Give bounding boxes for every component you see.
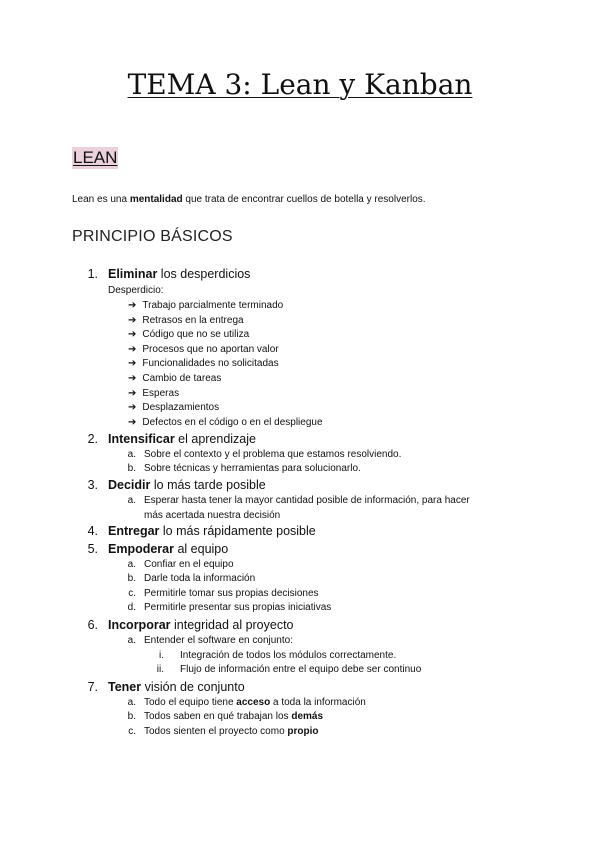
intro-paragraph [72,193,426,207]
desperdicio-item [128,299,283,313]
principle-text [108,524,316,538]
item-marker: c. [128,588,136,599]
item-marker: a. [127,635,136,646]
item-marker: ii. [156,664,164,675]
principle-keyword: Intensificar [108,432,175,446]
principle-keyword: Tener [108,680,142,694]
principle-text [108,432,256,446]
desperdicio-label: Desperdicio: [108,285,164,296]
principle-text [108,680,245,694]
principle-number: 1. [87,267,98,281]
item-text: Darle toda la información [144,573,256,584]
principle-text [108,542,228,556]
principle-text [108,618,294,632]
document-title: TEMA 3: Lean y Kanban [127,68,473,101]
desperdicio-item [128,372,221,386]
principle-rest: el aprendizaje [174,432,256,446]
item-text: Flujo de información entre el equipo debe ser continuo [180,664,422,675]
item-text-continuation: más acertada nuestra decisión [144,510,281,521]
item-marker: i. [159,650,164,661]
desperdicio-item [128,314,244,328]
principle-text [108,267,250,281]
item-marker: a. [127,559,136,570]
item-marker: d. [127,602,136,613]
principle-number: 6. [87,618,98,632]
principle-keyword: Empoderar [108,542,174,556]
principle-rest: al equipo [174,542,229,556]
principle-number: 2. [87,432,98,446]
item-marker: b. [127,711,136,722]
item-text: Integración de todos los módulos correctamente. [180,650,397,661]
item-text: Trabajo parcialmente terminado [142,300,284,311]
principle-rest: lo más tarde posible [150,478,266,492]
item-text: Cambio de tareas [142,373,222,384]
desperdicio-item [128,387,179,401]
item-text [144,696,366,710]
item-text: Procesos que no aportan valor [142,343,279,355]
arrow-right-icon: ➔ [128,358,137,370]
arrow-right-icon: ➔ [128,300,137,311]
intro-text-bold: mentalidad [129,194,183,205]
principle-number: 7. [87,680,98,694]
principle-rest: visión de conjunto [141,680,245,694]
principle-text [108,478,266,492]
principle-rest: integridad al proyecto [170,618,294,632]
desperdicio-item [128,328,249,342]
item-text-bold: acceso [236,697,271,708]
item-text: Permitirle tomar sus propias decisiones [144,588,319,599]
item-text: Desplazamientos [142,402,220,414]
item-text-pre: Todos sienten el proyecto como [144,726,288,737]
item-text: Sobre técnicas y herramientas para solucionarlo. [144,463,361,474]
item-text: Esperar hasta tener la mayor cantidad posible de información, para hacer [144,495,470,506]
principle-rest: lo más rápidamente posible [159,524,316,538]
desperdicio-item [128,416,323,430]
item-marker: a. [127,697,136,708]
item-text-pre: Todo el equipo tiene [144,697,237,708]
item-text [144,725,319,739]
section-heading-lean: LEAN [73,148,118,167]
arrow-right-icon: ➔ [128,416,137,428]
intro-text-pre: Lean es una [72,194,130,205]
principle-number: 5. [87,542,98,556]
principle-keyword: Eliminar [108,267,158,281]
arrow-right-icon: ➔ [128,343,137,355]
item-text: Defectos en el código o en el despliegue [142,416,323,428]
item-text: Sobre el contexto y el problema que estamos resolviendo. [144,449,402,460]
subheading-principios: PRINCIPIO BÁSICOS [72,228,233,245]
desperdicio-item [128,401,219,415]
principle-number: 3. [87,478,98,492]
item-marker: a. [127,495,136,506]
item-marker: b. [127,573,136,584]
item-text: Retrasos en la entrega [142,314,244,326]
item-text-bold: propio [287,726,319,737]
item-text: Entender el software en conjunto: [144,635,293,646]
item-text: Confiar en el equipo [144,559,234,570]
item-text: Código que no se utiliza [142,329,250,341]
item-marker: c. [128,726,136,737]
item-text [144,710,323,724]
arrow-right-icon: ➔ [128,402,137,414]
item-text-post: a toda la información [270,697,366,708]
principle-keyword: Decidir [108,478,151,492]
item-text: Funcionalidades no solicitadas [142,358,279,370]
item-text-bold: demás [291,711,324,722]
intro-text-post: que trata de encontrar cuellos de botella y resolverlos. [182,194,426,205]
item-marker: b. [127,463,136,474]
item-text: Esperas [142,387,180,399]
principle-keyword: Incorporar [108,618,171,632]
arrow-right-icon: ➔ [128,387,137,399]
arrow-right-icon: ➔ [128,373,137,384]
desperdicio-item [128,343,279,357]
arrow-right-icon: ➔ [128,314,137,326]
item-text-pre: Todos saben en qué trabajan los [144,711,292,722]
principle-rest: los desperdicios [157,267,251,281]
item-text: Permitirle presentar sus propias iniciativas [144,602,332,613]
principle-keyword: Entregar [108,524,160,538]
item-marker: a. [127,449,136,460]
desperdicio-item [128,357,279,371]
arrow-right-icon: ➔ [128,329,137,341]
principle-number: 4. [87,524,98,538]
